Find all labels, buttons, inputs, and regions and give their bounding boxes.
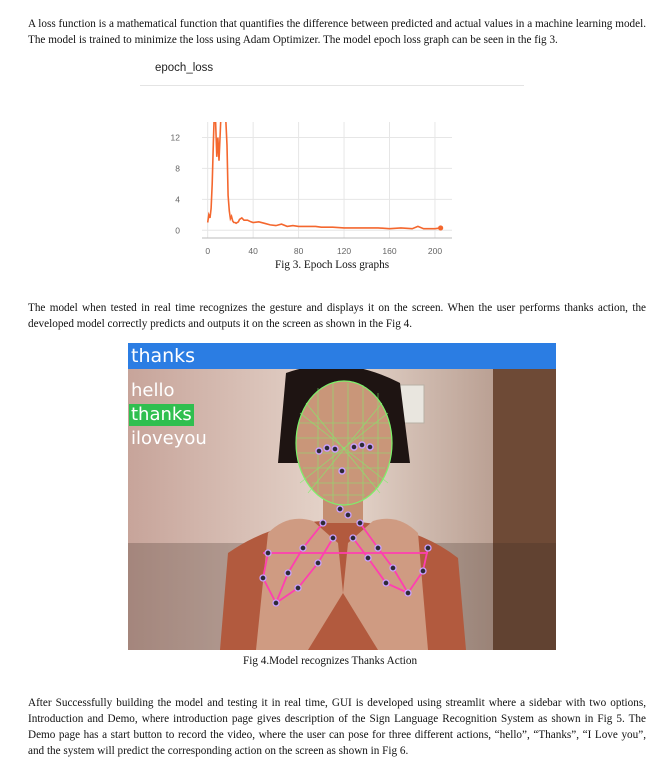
x-tick-label: 200 bbox=[427, 246, 443, 256]
y-tick-label: 4 bbox=[175, 194, 180, 205]
y-tick-label: 8 bbox=[175, 163, 180, 174]
epoch-loss-figure bbox=[140, 52, 524, 257]
x-tick-label: 40 bbox=[248, 246, 258, 256]
paragraph-loss-function: A loss function is a mathematical function that quantifies the difference between predicted and actual values in a machine learning model. The model is trained to minimize the loss using Adam Optimizer. The model epoch loss graph can be seen in the fig 3. bbox=[28, 18, 646, 47]
paragraph-gui: After Successfully building the model and testing it in real time, GUI is developed using streamlit where a sidebar with two options, Introduction and Demo, where introduction page gives description of the Sign Language Recognition System as shown in Fig 5. The Demo page has a start button to record the video, where the user can pose for three different actions, “hello”, “Thanks”, “I Love you”, and the system will predict the corresponding action on the screen as shown in Fig 6. bbox=[28, 697, 646, 758]
prediction-label: thanks bbox=[131, 345, 196, 367]
last-point-marker bbox=[438, 225, 443, 230]
y-tick-label: 0 bbox=[175, 225, 180, 236]
prediction-banner bbox=[128, 343, 556, 369]
loss-series-line bbox=[208, 107, 441, 229]
y-tick-label: 12 bbox=[170, 132, 180, 143]
action-hello: hello bbox=[131, 380, 175, 401]
action-thanks: thanks bbox=[131, 404, 192, 425]
figure-4-caption: Fig 4.Model recognizes Thanks Action bbox=[243, 655, 418, 667]
action-iloveyou: iloveyou bbox=[131, 428, 207, 449]
webcam-frame bbox=[128, 343, 556, 650]
webcam-scene bbox=[128, 343, 556, 650]
x-tick-label: 160 bbox=[382, 246, 397, 256]
x-tick-label: 120 bbox=[336, 246, 352, 256]
epoch-loss-chart bbox=[140, 52, 524, 257]
x-tick-label: 0 bbox=[205, 246, 211, 256]
figure-3-caption: Fig 3. Epoch Loss graphs bbox=[275, 259, 390, 271]
x-tick-label: 80 bbox=[293, 246, 304, 256]
figure-header: epoch_loss bbox=[155, 62, 214, 74]
paragraph-real-time: The model when tested in real time recognizes the gesture and displays it on the screen. When the user performs thanks action, the developed model correctly predicts and outputs it on the screen as shown in the Fig 4. bbox=[28, 302, 646, 331]
